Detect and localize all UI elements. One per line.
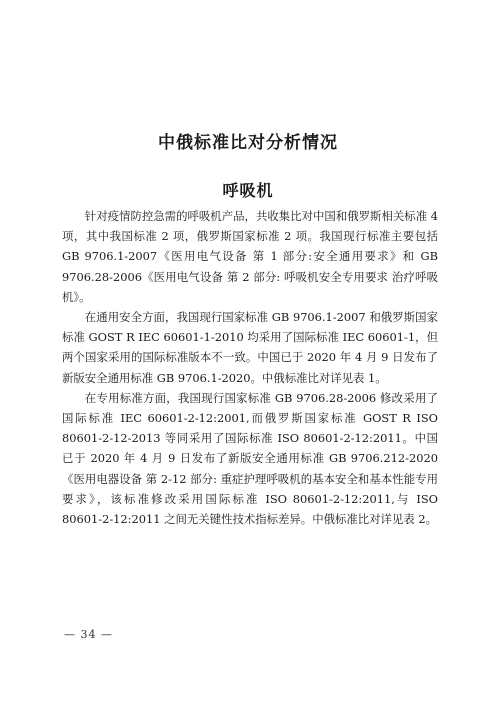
section-title: 呼吸机 (222, 181, 274, 200)
document-title: 中俄标准比对分析情况 (158, 133, 338, 153)
page-number: — 34 — (64, 628, 113, 641)
paragraph-specific-standards: 在专用标准方面，我国现行国家标准 GB 9706.28-2006 修改采用了国际标准 IEC 60601-2-12:2001,而俄罗斯国家标准 GOST R ISO 80601-2-12-2013 等同采用了国际标准 ISO 80601-2-12:2011。中国已于 2020 年 4 月 9 日发布了新版安全通用标准 GB 9706.212-2020《医用电器设备 第 2-12 部分: 重症护理呼吸机的基本安全和基本性能专用要求》，该标准修改采用国际标准 ISO 80601-2-12:2011,与 ISO 80601-2-12:2011 之间无关键性技术指标差异。中俄标准比对详见表 2。 (62, 390, 438, 527)
paragraph-general-safety: 在通用安全方面，我国现行国家标准 GB 9706.1-2007 和俄罗斯国家标准 GOST R IEC 60601-1-2010 均采用了国际标准 IEC 60601-1，但两个国家采用的国际标准版本不一致。中国已于 2020 年 4 月 9 日发布了新版安全通用标准 GB 9706.1-2020。中俄标准比对详见表 1。 (62, 310, 438, 385)
paragraph-intro: 针对疫情防控急需的呼吸机产品，共收集比对中国和俄罗斯相关标准 4 项，其中我国标准 2 项，俄罗斯国家标准 2 项。我国现行标准主要包括 GB 9706.1-2007《医用电气设备 第 1 部分:安全通用要求》和 GB 9706.28-2006《医用电气设备 第 2 部分: 呼吸机安全专用要求 治疗呼吸机》。 (62, 209, 438, 304)
document-body (62, 206, 438, 529)
